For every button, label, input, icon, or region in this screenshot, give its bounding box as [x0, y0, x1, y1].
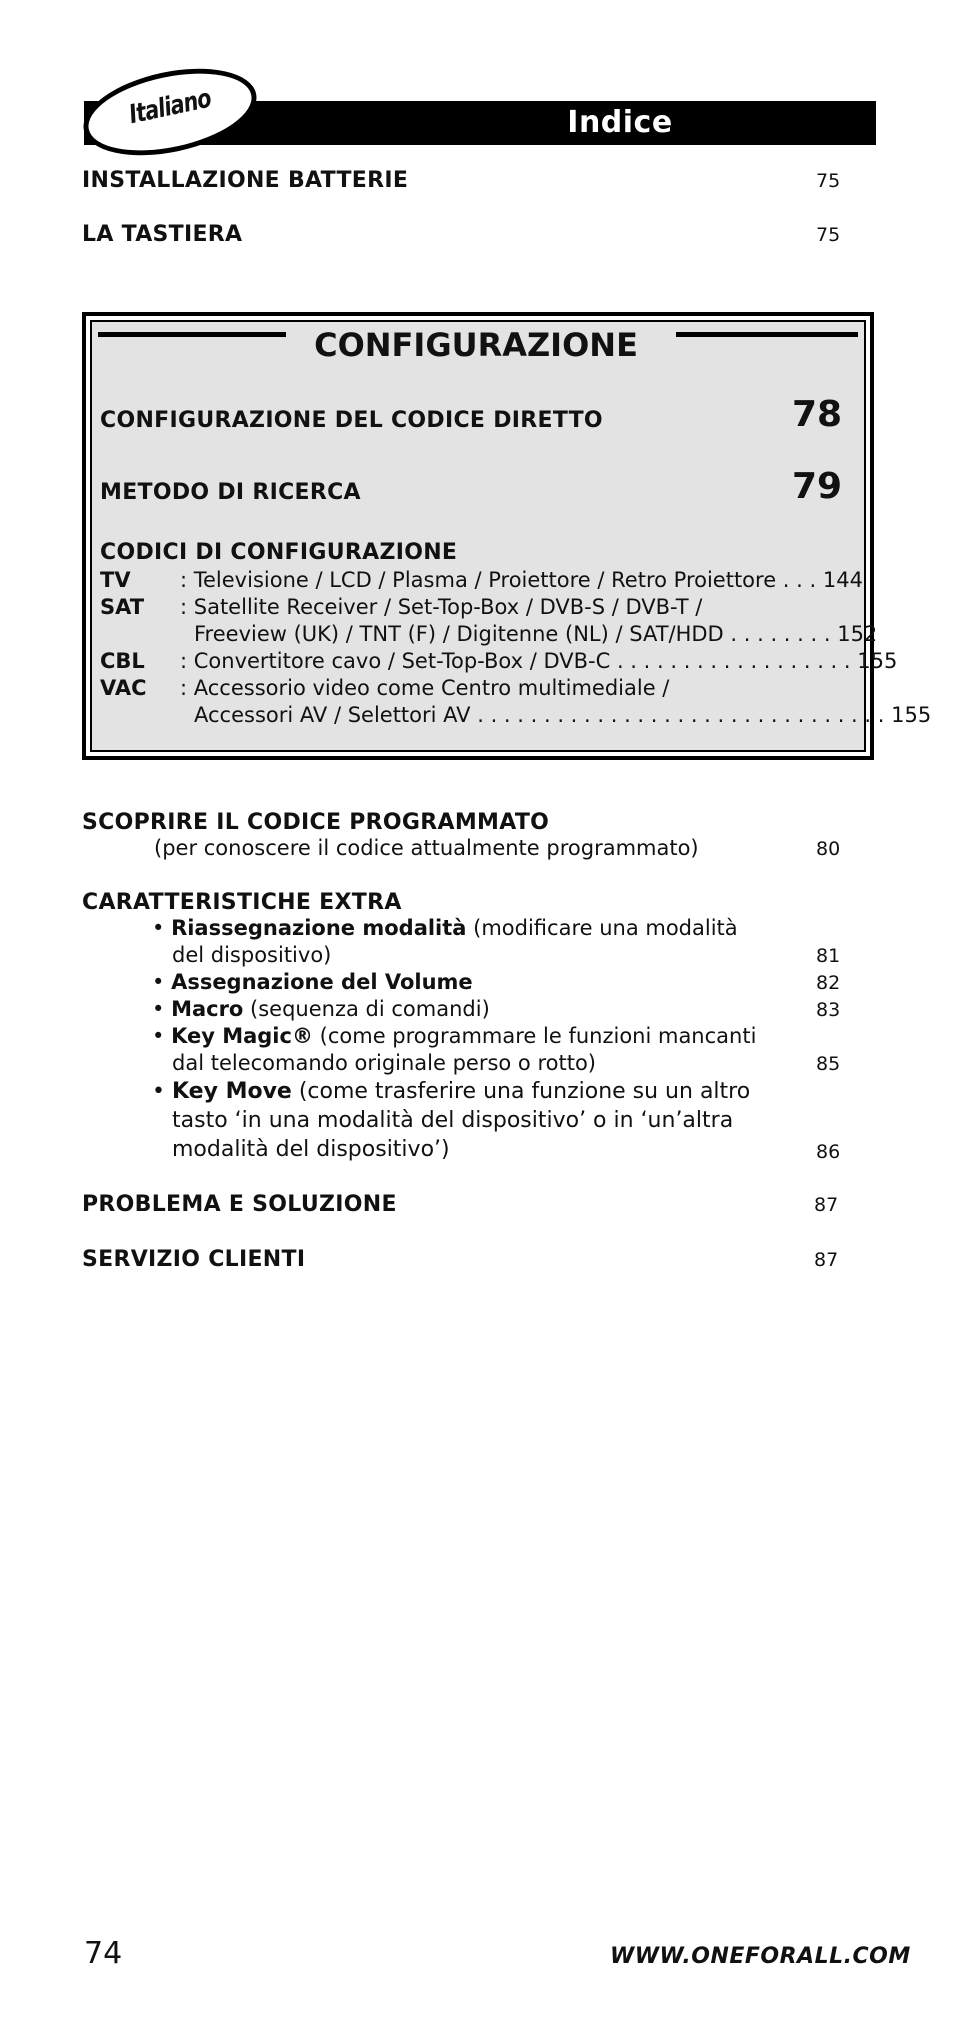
code-label: CBL — [100, 649, 145, 673]
config-title: CONFIGURAZIONE — [314, 326, 638, 364]
section-subtitle: (per conoscere il codice attualmente programmato) — [154, 836, 699, 860]
language-label: Italiano — [126, 83, 214, 131]
code-label: VAC — [100, 676, 147, 700]
toc-entry-label: LA TASTIERA — [82, 222, 243, 247]
list-item-page: 83 — [816, 999, 841, 1021]
toc-entry-label: INSTALLAZIONE BATTERIE — [82, 168, 409, 193]
list-item-cont: modalità del dispositivo’) — [172, 1137, 450, 1162]
toc-entry-label: PROBLEMA E SOLUZIONE — [82, 1192, 397, 1217]
code-description: : Satellite Receiver / Set-Top-Box / DVB-S / DVB-T / — [180, 595, 703, 619]
list-item-page: 85 — [816, 1053, 841, 1075]
title-rule-left — [98, 332, 286, 337]
list-item-bold: Macro — [171, 997, 244, 1021]
list-item: • Key Magic® (come programmare le funzioni mancanti — [152, 1024, 757, 1048]
toc-entry-page: 75 — [816, 224, 841, 246]
list-item: • Key Move (come trasferire una funzione su un altro — [152, 1079, 751, 1104]
list-item-cont: tasto ‘in una modalità del dispositivo’ o in ‘un’altra — [172, 1108, 734, 1133]
section-page: 80 — [816, 838, 841, 860]
toc-entry-label: SERVIZIO CLIENTI — [82, 1247, 306, 1272]
list-item-cont: dal telecomando originale perso o rotto) — [172, 1051, 596, 1075]
config-entry-label: METODO DI RICERCA — [100, 480, 361, 505]
list-item-bold: Riassegnazione modalità — [171, 916, 467, 940]
code-description-cont: Accessori AV / Selettori AV . . . . . . . . . . . . . . . . . . . . . . . . . . . . . . . 155 — [194, 703, 932, 727]
list-item-text: (modificare una modalità — [466, 916, 738, 940]
code-description-cont: Freeview (UK) / TNT (F) / Digitenne (NL) / SAT/HDD . . . . . . . . 152 — [194, 622, 878, 646]
code-description: : Accessorio video come Centro multimediale / — [180, 676, 670, 700]
list-item-text: (come trasferire una funzione su un altro — [291, 1079, 751, 1104]
config-entry-page: 79 — [792, 466, 843, 507]
code-label: SAT — [100, 595, 145, 619]
code-description: : Televisione / LCD / Plasma / Proiettore / Retro Proiettore . . . 144 — [180, 568, 863, 592]
toc-entry-page: 75 — [816, 170, 841, 192]
list-item: • Macro (sequenza di comandi) — [152, 997, 490, 1021]
toc-entry-page: 87 — [814, 1194, 839, 1216]
list-item: • Riassegnazione modalità (modificare una modalità — [152, 916, 738, 940]
section-heading: CARATTERISTICHE EXTRA — [82, 890, 402, 915]
list-item-text: (sequenza di comandi) — [243, 997, 490, 1021]
title-rule-right — [676, 332, 858, 337]
list-item-page: 86 — [816, 1141, 841, 1163]
list-item-bold: Assegnazione del Volume — [171, 970, 473, 994]
codes-heading: CODICI DI CONFIGURAZIONE — [100, 540, 458, 565]
list-item-bold: Key Magic® — [171, 1024, 313, 1048]
list-item: • Assegnazione del Volume — [152, 970, 473, 994]
config-entry-label: CONFIGURAZIONE DEL CODICE DIRETTO — [100, 408, 603, 433]
list-item-text: (come programmare le funzioni mancanti — [312, 1024, 757, 1048]
website-url: WWW.ONEFORALL.COM — [610, 1944, 911, 1969]
config-entry-page: 78 — [792, 394, 843, 435]
page-number: 74 — [84, 1936, 123, 1971]
code-description: : Convertitore cavo / Set-Top-Box / DVB-C . . . . . . . . . . . . . . . . . . 155 — [180, 649, 898, 673]
section-heading: SCOPRIRE IL CODICE PROGRAMMATO — [82, 810, 550, 835]
list-item-cont: del dispositivo) — [172, 943, 332, 967]
page-title: Indice — [567, 105, 673, 140]
list-item-page: 81 — [816, 945, 841, 967]
list-item-bold: Key Move — [171, 1079, 292, 1104]
code-label: TV — [100, 568, 131, 592]
toc-entry-page: 87 — [814, 1249, 839, 1271]
list-item-page: 82 — [816, 972, 841, 994]
